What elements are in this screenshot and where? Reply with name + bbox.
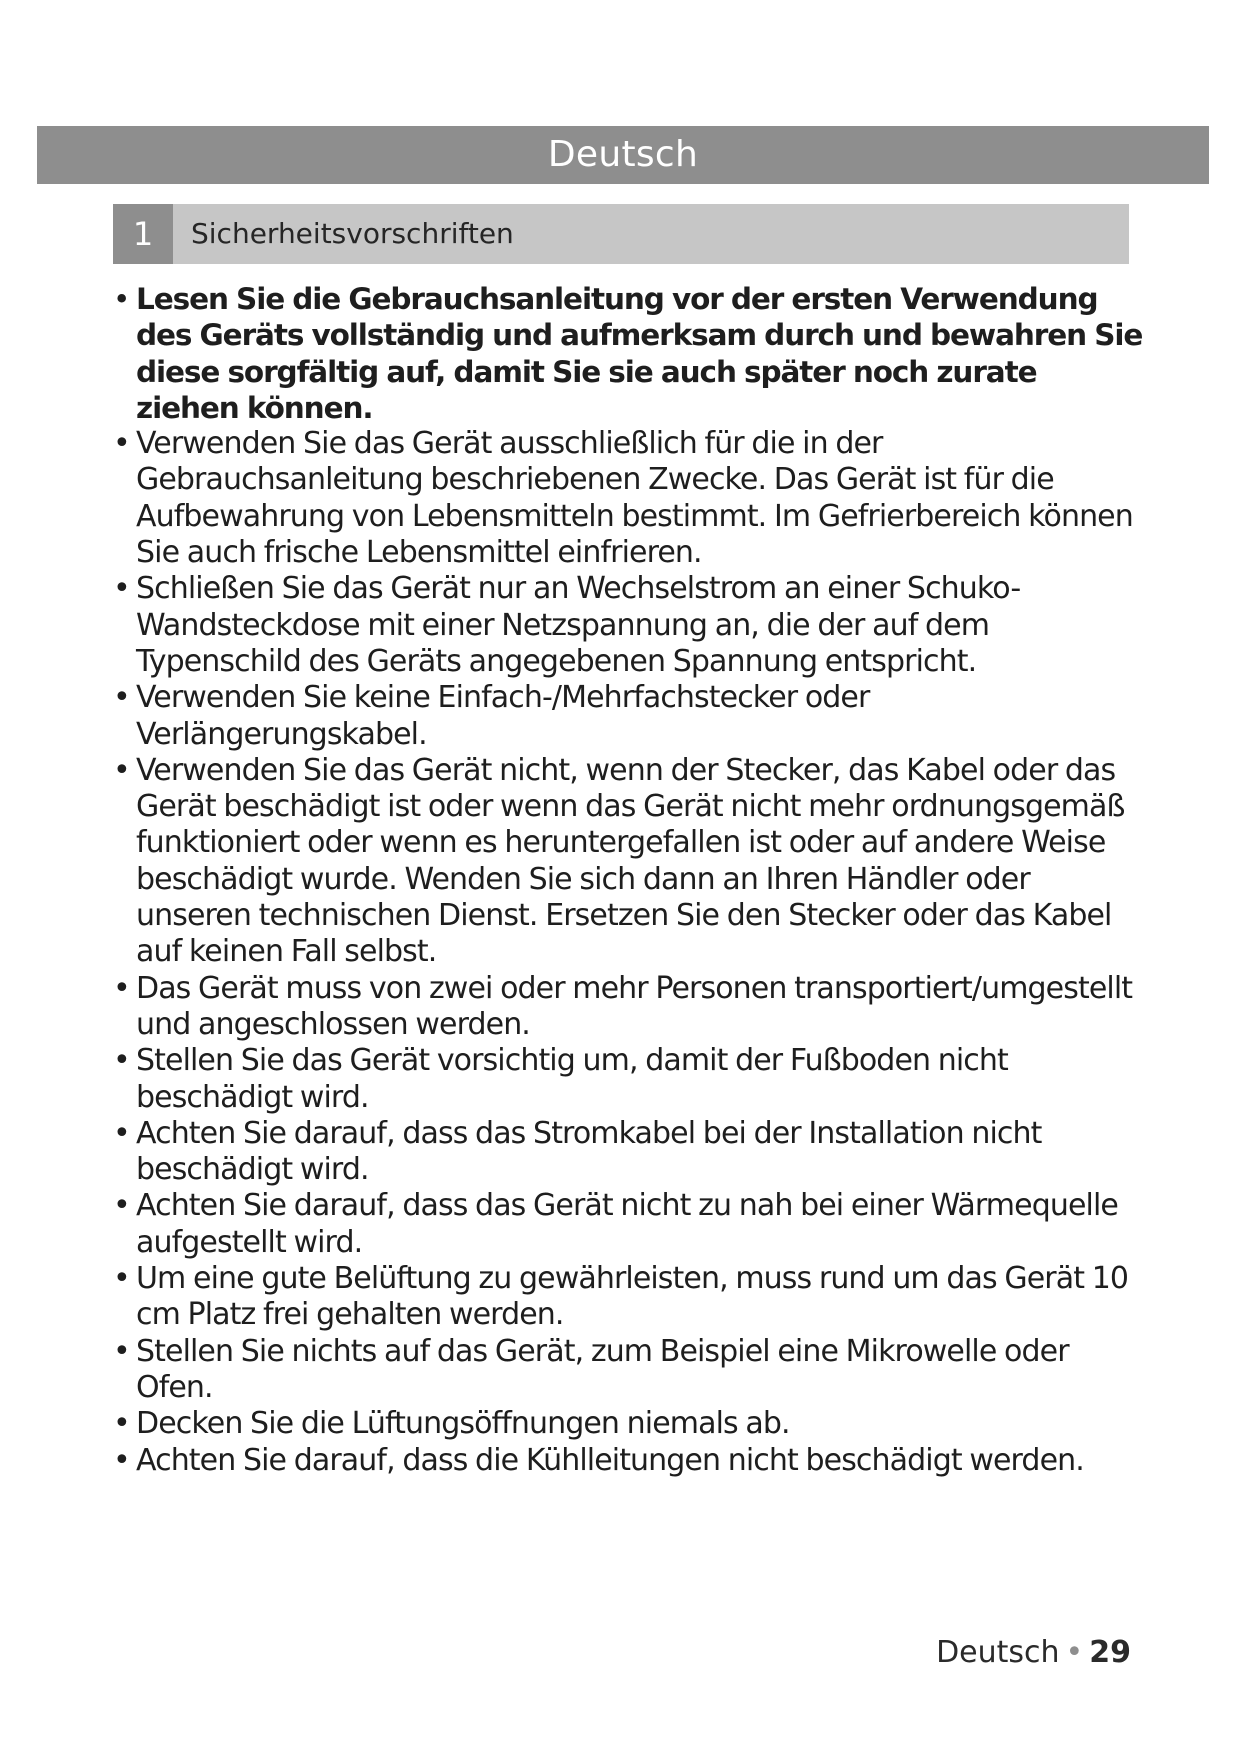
language-banner: Deutsch [37, 126, 1209, 184]
page-number: 29 [1089, 1635, 1131, 1670]
safety-rule-power-cable: • Achten Sie darauf, dass das Stromkabel bei der Installation nicht beschädigt wird. [113, 1116, 1143, 1189]
safety-rule-vents-uncovered: • Decken Sie die Lüftungsöffnungen niemals ab. [113, 1406, 1143, 1442]
footer-language: Deutsch [936, 1635, 1060, 1670]
safety-rule-damaged-device: • Verwenden Sie das Gerät nicht, wenn der Stecker, das Kabel oder das Gerät beschädigt ist oder wenn das Gerät nicht mehr ordnungsgemäß funktioniert oder wenn es heruntergefallen ist oder auf andere Weise beschädigt wurde. Wenden Sie sich dann an Ihren Händler oder unseren technischen Dienst. Ersetzen Sie den Stecker oder das Kabel auf keinen Fall selbst. [113, 753, 1143, 971]
safety-rule-floor-care: • Stellen Sie das Gerät vorsichtig um, damit der Fußboden nicht beschädigt wird. [113, 1043, 1143, 1116]
footer-separator: • [1065, 1635, 1084, 1670]
safety-rule-nothing-on-top: • Stellen Sie nichts auf das Gerät, zum Beispiel eine Mikrowelle oder Ofen. [113, 1334, 1143, 1407]
safety-rule-cooling-lines: • Achten Sie darauf, dass die Kühlleitungen nicht beschädigt werden. [113, 1443, 1143, 1479]
section-header [113, 204, 1129, 264]
safety-rule-read-manual: • Lesen Sie die Gebrauchsanleitung vor der ersten Verwendung des Geräts vollständig und aufmerksam durch und bewahren Sie diese sorgfältig auf, damit Sie sie auch später noch zurate ziehen können. [113, 281, 1143, 426]
section-title: Sicherheitsvorschriften [191, 217, 514, 250]
safety-rule-power-connection: • Schließen Sie das Gerät nur an Wechselstrom an einer Schuko-Wandsteckdose mit einer Netzspannung an, die der auf dem Typenschild des Geräts angegebenen Spannung entspricht. [113, 571, 1143, 680]
safety-rule-two-persons: • Das Gerät muss von zwei oder mehr Personen transportiert/umgestellt und angeschlossen werden. [113, 971, 1143, 1044]
safety-rule-intended-use: • Verwenden Sie das Gerät ausschließlich für die in der Gebrauchsanleitung beschriebenen Zwecke. Das Gerät ist für die Aufbewahrung von Lebensmitteln bestimmt. Im Gefrierbereich können Sie auch frische Lebensmittel einfrieren. [113, 426, 1143, 571]
safety-rule-heat-source: • Achten Sie darauf, dass das Gerät nicht zu nah bei einer Wärmequelle aufgestellt wird. [113, 1188, 1143, 1261]
safety-rule-no-adapters: • Verwenden Sie keine Einfach-/Mehrfachstecker oder Verlängerungskabel. [113, 680, 1143, 753]
section-number: 1 [113, 204, 173, 264]
page-footer [936, 1633, 1131, 1673]
safety-rule-ventilation: • Um eine gute Belüftung zu gewährleisten, muss rund um das Gerät 10 cm Platz frei gehalten werden. [113, 1261, 1143, 1334]
safety-rules-list [113, 281, 1143, 1479]
